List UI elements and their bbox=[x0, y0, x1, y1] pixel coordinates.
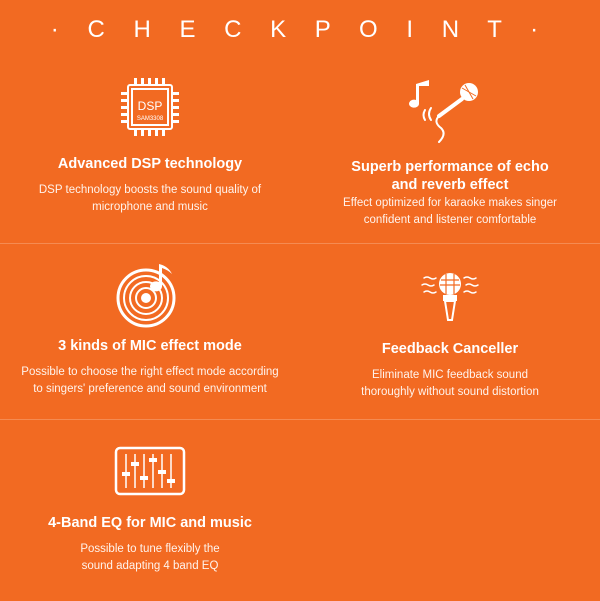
equalizer-sliders-icon bbox=[110, 446, 190, 498]
feature-heading: Superb performance of echo and reverb effect bbox=[351, 159, 549, 193]
page-title: · C H E C K P O I N T · bbox=[50, 16, 550, 43]
microphone-waves-icon bbox=[410, 268, 490, 328]
feature-heading: Feedback Canceller bbox=[381, 341, 519, 357]
feature-feedback-canceller bbox=[300, 268, 600, 400]
chip-sublabel: SAM3308 bbox=[136, 116, 164, 122]
feature-heading: 3 kinds of MIC effect mode bbox=[58, 338, 242, 354]
feature-mic-effect-mode bbox=[0, 262, 300, 397]
divider bbox=[0, 419, 600, 420]
feature-description: DSP technology boosts the sound quality of microphone and music bbox=[38, 184, 262, 213]
feature-heading: Advanced DSP technology bbox=[57, 156, 243, 172]
chip-label: DSP bbox=[137, 99, 163, 113]
feature-description: Eliminate MIC feedback sound thoroughly without sound distortion bbox=[361, 369, 539, 398]
divider bbox=[0, 243, 600, 244]
feature-dsp bbox=[0, 75, 300, 215]
feature-description: Possible to choose the right effect mode according to singers' preference and sound environment bbox=[21, 366, 279, 395]
microphone-music-icon bbox=[405, 78, 495, 146]
feature-echo-reverb bbox=[300, 78, 600, 228]
feature-heading: 4-Band EQ for MIC and music bbox=[48, 515, 252, 531]
feature-description: Possible to tune flexibly the sound adapting 4 band EQ bbox=[80, 543, 220, 572]
feature-description: Effect optimized for karaoke makes singer confident and listener comfortable bbox=[343, 197, 557, 226]
feature-4-band-eq bbox=[0, 446, 300, 574]
speaker-music-icon bbox=[110, 262, 190, 328]
dsp-chip-icon bbox=[110, 75, 190, 145]
